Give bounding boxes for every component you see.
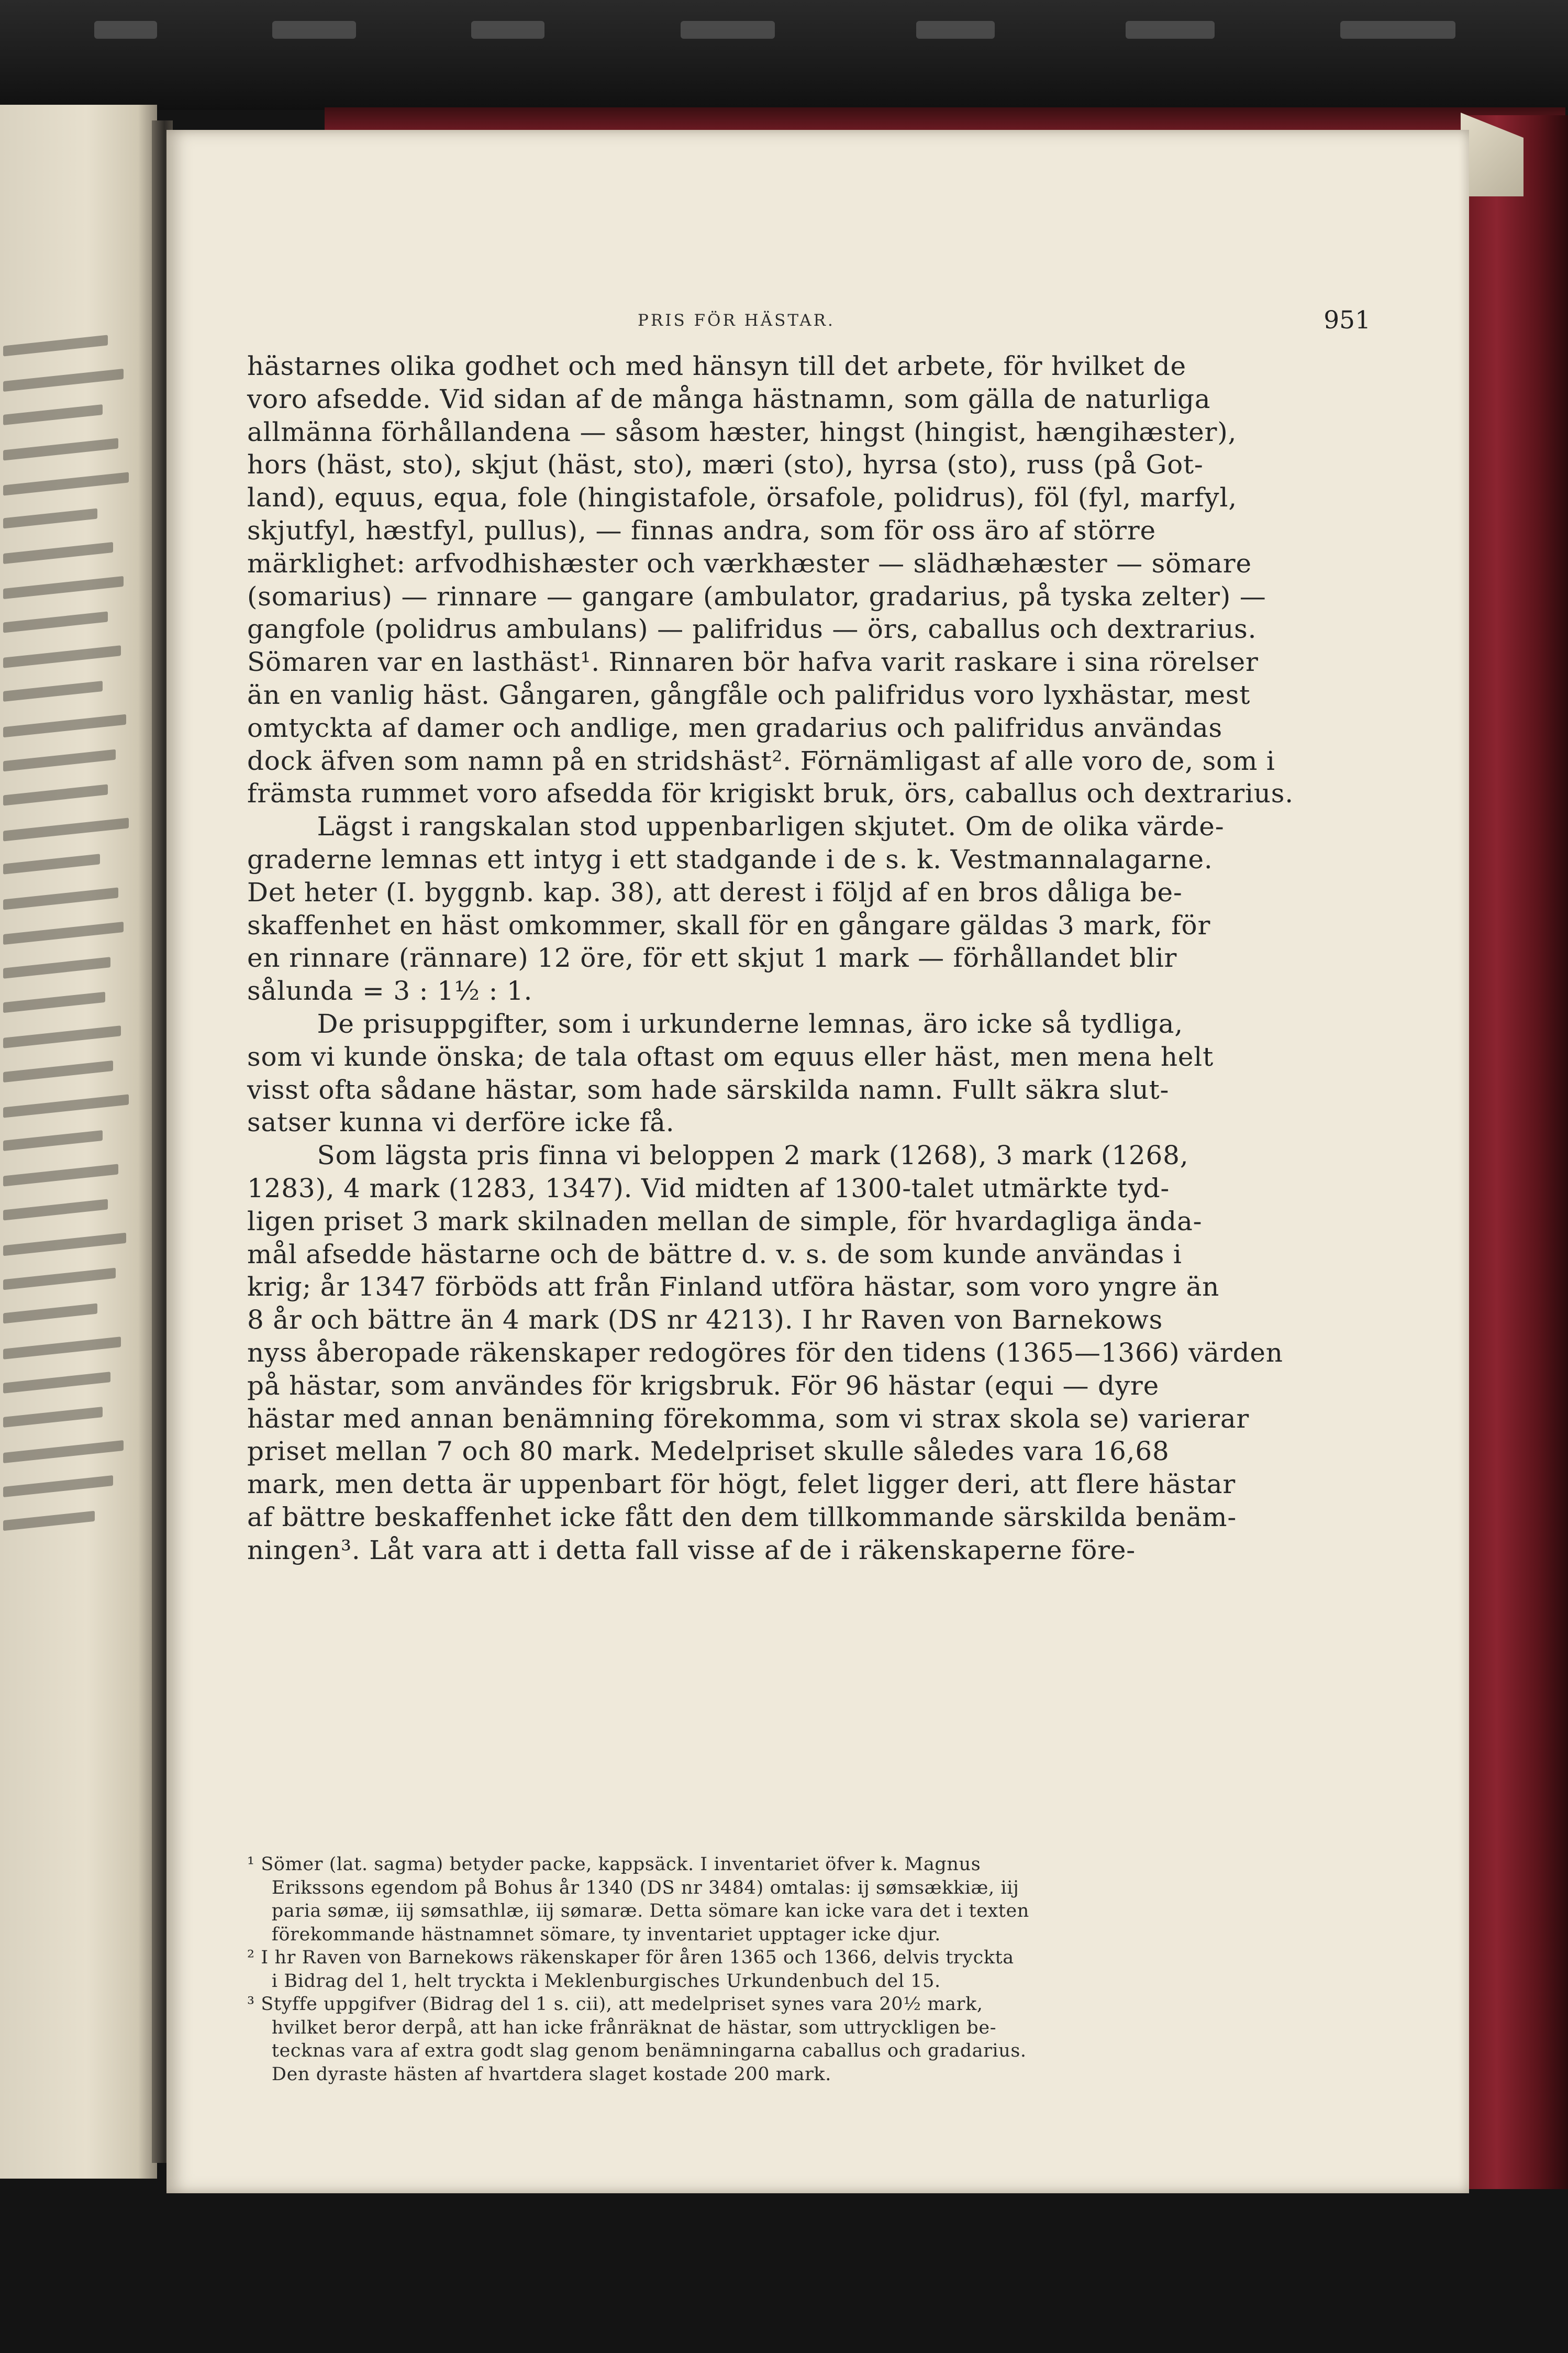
text-line: Som lägsta pris finna vi beloppen 2 mark (1268), 3 mark (1268, (247, 1140, 1189, 1171)
scanner-notch (916, 21, 995, 39)
text-line: dock äfven som namn på en stridshäst². Förnämligast af alle voro de, som i (247, 745, 1275, 776)
text-line: hästar med annan benämning förekomma, som vi strax skola se) varierar (247, 1403, 1250, 1434)
text-line: hors (häst, sto), skjut (häst, sto), mæri (sto), hyrsa (sto), russ (på Got- (247, 449, 1204, 480)
scanner-notch (1340, 21, 1455, 39)
footnotes (247, 1853, 1231, 2086)
red-cover-edge (1466, 115, 1568, 2189)
previous-page-text-fragments (3, 340, 134, 1550)
running-head (166, 306, 1469, 337)
footnote-line: ² I hr Raven von Barnekows räkenskaper för åren 1365 och 1366, delvis tryckta (247, 1947, 1014, 1968)
scanner-notch (272, 21, 356, 39)
text-line: visst ofta sådane hästar, som hade särskilda namn. Fullt säkra slut- (247, 1074, 1170, 1105)
text-line: ningen³. Låt vara att i detta fall visse af de i räkenskaperne före- (247, 1534, 1136, 1565)
text-line: ligen priset 3 mark skilnaden mellan de simple, för hvardagliga ända- (247, 1206, 1203, 1236)
scanner-notch (471, 21, 544, 39)
text-line: (somarius) — rinnare — gangare (ambulator, gradarius, på tyska zelter) — (247, 581, 1266, 612)
text-line: graderne lemnas ett intyg i ett stadgande i de s. k. Vestmannalagarne. (247, 844, 1213, 875)
footnote-line: tecknas vara af extra godt slag genom benämningarna caballus och gradarius. (247, 2040, 1027, 2061)
footnote-line: Erikssons egendom på Bohus år 1340 (DS nr 3484) omtalas: ij sømsækkiæ, iij (247, 1877, 1019, 1898)
text-line: än en vanlig häst. Gångaren, gångfåle och palifridus voro lyxhästar, mest (247, 679, 1251, 710)
previous-page-edge (0, 105, 157, 2179)
page-number: 951 (1324, 306, 1371, 335)
text-line: nyss åberopade räkenskaper redogöres för den tidens (1365—1366) värden (247, 1337, 1283, 1368)
text-line: priset mellan 7 och 80 mark. Medelpriset skulle således vara 16,68 (247, 1436, 1170, 1467)
text-line: Sömaren var en lasthäst¹. Rinnaren bör hafva varit raskare i sina rörelser (247, 647, 1259, 678)
text-line: på hästar, som användes för krigsbruk. För 96 hästar (equi — dyre (247, 1370, 1159, 1401)
text-line: satser kunna vi derföre icke få. (247, 1107, 675, 1138)
footnote-line: paria sømæ, iij sømsathlæ, iij sømaræ. Detta sömare kan icke vara det i texten (247, 1901, 1029, 1921)
text-line: voro afsedde. Vid sidan af de många hästnamn, som gälla de naturliga (247, 383, 1211, 414)
text-line: skjutfyl, hæstfyl, pullus), — finnas andra, som för oss äro af större (247, 515, 1156, 546)
text-line: mål afsedde hästarne och de bättre d. v. s. de som kunde användas i (247, 1239, 1182, 1269)
text-line: mark, men detta är uppenbart för högt, felet ligger deri, att flere hästar (247, 1469, 1236, 1500)
text-line: hästarnes olika godhet och med hänsyn till det arbete, för hvilket de (247, 351, 1186, 381)
footnote-line: ¹ Sömer (lat. sagma) betyder packe, kappsäck. I inventariet öfver k. Magnus (247, 1854, 981, 1875)
body-text (247, 350, 1294, 1566)
scanner-notch (94, 21, 157, 39)
text-line: De prisuppgifter, som i urkunderne lemnas, äro icke så tydliga, (247, 1008, 1183, 1039)
running-head-title: PRIS FÖR HÄSTAR. (638, 311, 835, 330)
text-line: af bättre beskaffenhet icke fått den dem tillkommande särskilda benäm- (247, 1501, 1237, 1532)
text-line: Lägst i rangskalan stod uppenbarligen skjutet. Om de olika värde- (247, 811, 1225, 842)
text-line: Det heter (I. byggnb. kap. 38), att derest i följd af en bros dåliga be- (247, 877, 1183, 908)
text-line: sålunda = 3 : 1½ : 1. (247, 976, 533, 1007)
text-line: märklighet: arfvodhishæster och værkhæster — slädhæhæster — sömare (247, 548, 1252, 579)
scanner-top-strip (0, 0, 1568, 110)
text-line: allmänna förhållandena — såsom hæster, hingst (hingist, hængihæster), (247, 416, 1237, 447)
text-line: 1283), 4 mark (1283, 1347). Vid midten af 1300-talet utmärkte tyd- (247, 1173, 1170, 1203)
scanner-notch (681, 21, 775, 39)
footnote-line: hvilket beror derpå, att han icke frånräknat de hästar, som uttryckligen be- (247, 2017, 997, 2038)
text-line: 8 år och bättre än 4 mark (DS nr 4213). I hr Raven von Barnekows (247, 1305, 1163, 1335)
footnote-line: i Bidrag del 1, helt tryckta i Meklenburgisches Urkundenbuch del 15. (247, 1970, 941, 1992)
text-line: en rinnare (rännare) 12 öre, för ett skjut 1 mark — förhållandet blir (247, 943, 1177, 974)
book-page (166, 130, 1469, 2193)
text-line: skaffenhet en häst omkommer, skall för en gångare gäldas 3 mark, för (247, 910, 1211, 941)
text-line: krig; år 1347 förböds att från Finland utföra hästar, som voro yngre än (247, 1272, 1220, 1302)
text-line: gangfole (polidrus ambulans) — palifridus — örs, caballus och dextrarius. (247, 614, 1257, 645)
scanner-notch (1126, 21, 1215, 39)
text-line: omtyckta af damer och andlige, men gradarius och palifridus användas (247, 712, 1222, 743)
footnote-line: förekommande hästnamnet sömare, ty inventariet upptager icke djur. (247, 1924, 941, 1945)
text-line: land), equus, equa, fole (hingistafole, örsafole, polidrus), föl (fyl, marfyl, (247, 482, 1237, 513)
text-line: som vi kunde önska; de tala oftast om equus eller häst, men mena helt (247, 1041, 1214, 1072)
text-line: främsta rummet voro afsedda för krigiskt bruk, örs, caballus och dextrarius. (247, 778, 1294, 809)
footnote-line: ³ Styffe uppgifver (Bidrag del 1 s. cii), att medelpriset synes vara 20½ mark, (247, 1994, 983, 2015)
footnote-line: Den dyraste hästen af hvartdera slaget kostade 200 mark. (247, 2063, 831, 2085)
